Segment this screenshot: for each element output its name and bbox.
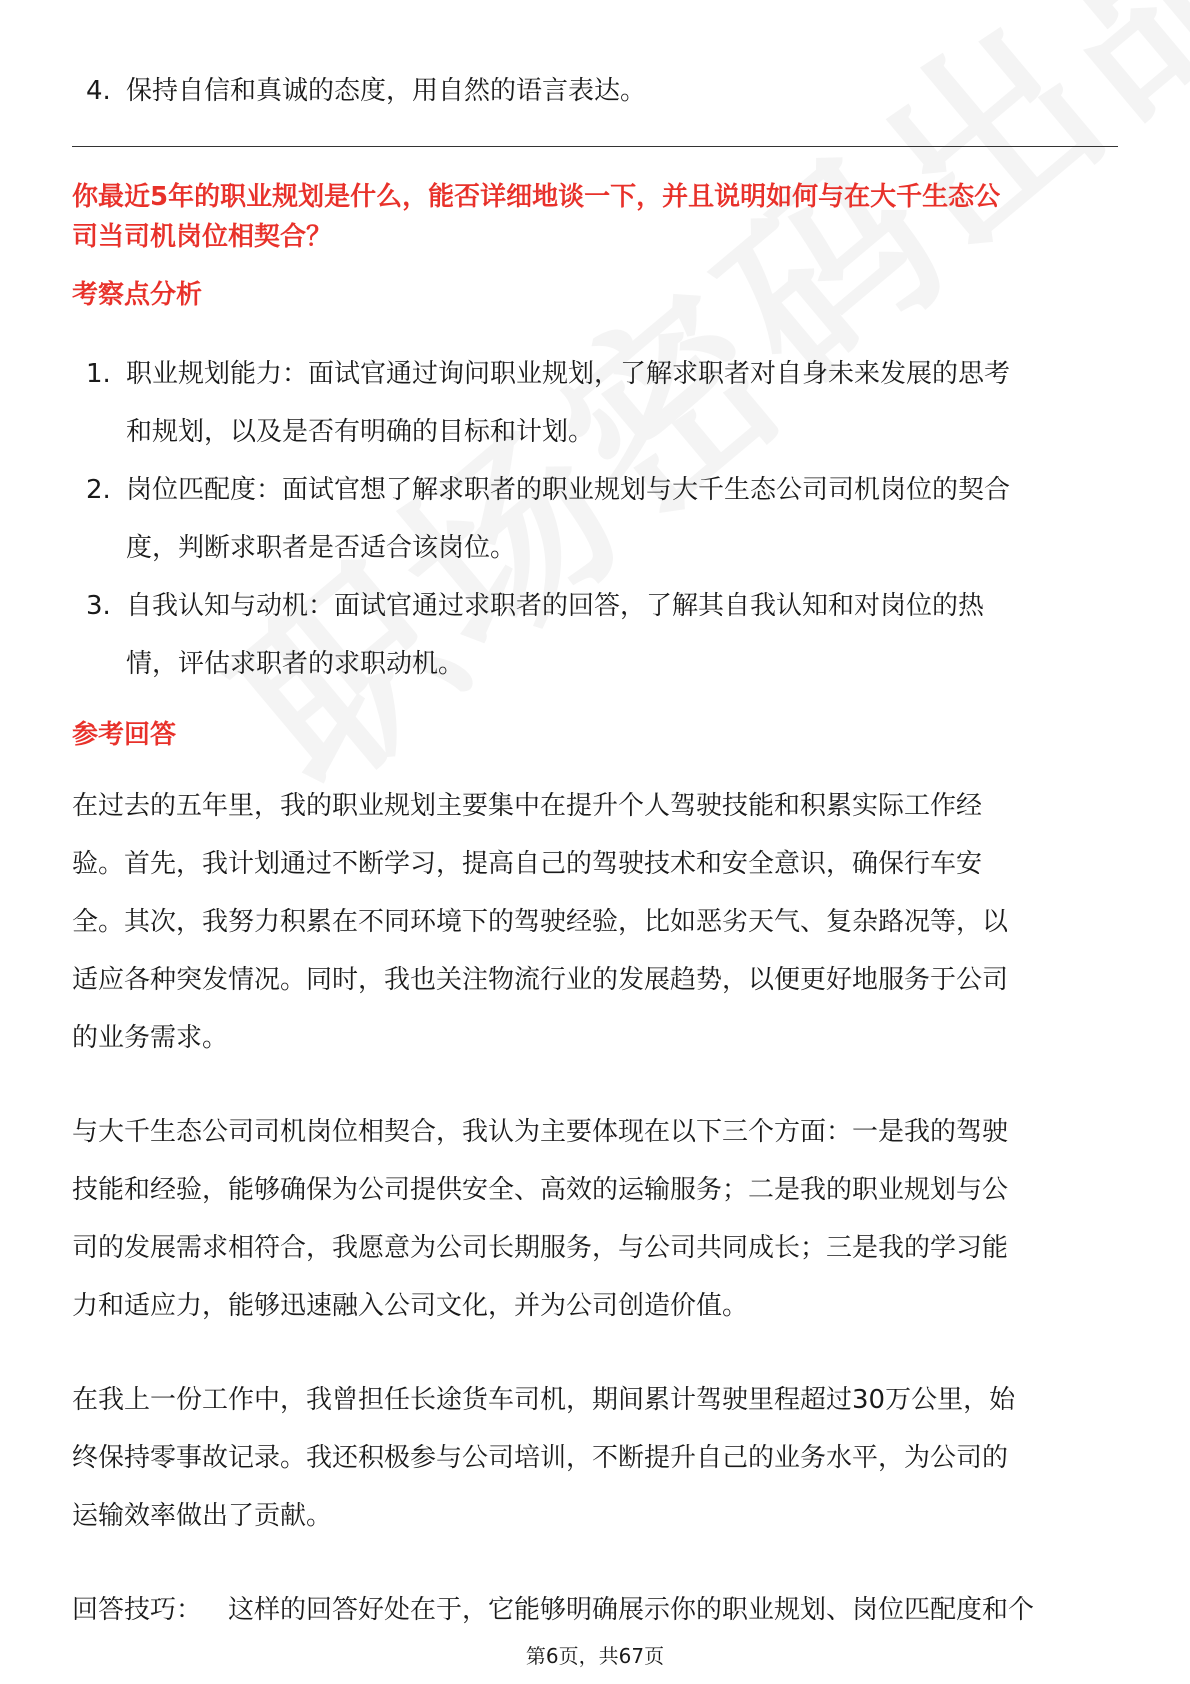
list-item — [72, 577, 1118, 693]
paragraph-line: 适应各种突发情况。同时，我也关注物流行业的发展趋势，以便更好地服务于公司 — [72, 965, 1009, 995]
list-item-number: 1. — [86, 359, 111, 389]
list-item-line: 和规划，以及是否有明确的目标和计划。 — [126, 417, 595, 447]
paragraph-line: 在过去的五年里，我的职业规划主要集中在提升个人驾驶技能和积累实际工作经 — [72, 791, 983, 821]
reference-paragraph — [72, 1371, 1118, 1545]
analysis-list — [72, 345, 1118, 693]
paragraph-line: 在我上一份工作中，我曾担任长途货车司机，期间累计驾驶里程超过30万公里，始 — [72, 1385, 1016, 1415]
paragraph-line: 终保持零事故记录。我还积极参与公司培训，不断提升自己的业务水平，为公司的 — [72, 1443, 1009, 1473]
paragraph-line: 全。其次，我努力积累在不同环境下的驾驶经验，比如恶劣天气、复杂路况等，以 — [72, 907, 1009, 937]
list-item-line: 度，判断求职者是否适合该岗位。 — [126, 533, 517, 563]
answer-tips — [72, 1581, 1118, 1639]
paragraph-line: 验。首先，我计划通过不断学习，提高自己的驾驶技术和安全意识，确保行车安 — [72, 849, 983, 879]
paragraph-line: 技能和经验，能够确保为公司提供安全、高效的运输服务；二是我的职业规划与公 — [72, 1175, 1009, 1205]
page-number-footer: 第6页，共67页 — [525, 1644, 665, 1668]
paragraph-line: 运输效率做出了贡献。 — [72, 1501, 333, 1531]
paragraph-line: 力和适应力，能够迅速融入公司文化，并为公司创造价值。 — [72, 1291, 749, 1321]
question-line: 你最近5年的职业规划是什么，能否详细地谈一下，并且说明如何与在大千生态公 — [72, 182, 1001, 212]
tips-label: 回答技巧： — [72, 1595, 203, 1625]
list-item-number: 4. — [86, 76, 111, 106]
list-item-line: 自我认知与动机：面试官通过求职者的回答，了解其自我认知和对岗位的热 — [126, 591, 985, 621]
list-item-text: 保持自信和真诚的态度，用自然的语言表达。 — [126, 76, 647, 106]
list-item — [72, 345, 1118, 461]
paragraph-line: 与大千生态公司司机岗位相契合，我认为主要体现在以下三个方面：一是我的驾驶 — [72, 1117, 1009, 1147]
reference-heading: 参考回答 — [72, 720, 177, 750]
list-item-line: 职业规划能力：面试官通过询问职业规划，了解求职者对自身未来发展的思考 — [126, 359, 1011, 389]
section-divider — [72, 146, 1118, 147]
list-item — [72, 461, 1118, 577]
reference-paragraph — [72, 1103, 1118, 1335]
reference-paragraph — [72, 777, 1118, 1067]
list-item-line: 情，评估求职者的求职动机。 — [126, 649, 465, 679]
page-content — [72, 78, 1118, 1639]
tips-text: 这样的回答好处在于，它能够明确展示你的职业规划、岗位匹配度和个 — [228, 1595, 1035, 1625]
list-item — [72, 78, 1118, 104]
analysis-heading: 考察点分析 — [72, 280, 203, 310]
question-line: 司当司机岗位相契合？ — [72, 222, 333, 252]
list-item-number: 3. — [86, 591, 111, 621]
list-item-line: 岗位匹配度：面试官想了解求职者的职业规划与大千生态公司司机岗位的契合 — [126, 475, 1011, 505]
list-item-number: 2. — [86, 475, 111, 505]
question-heading — [72, 177, 1118, 257]
paragraph-line: 的业务需求。 — [72, 1023, 229, 1053]
paragraph-line: 司的发展需求相符合，我愿意为公司长期服务，与公司共同成长；三是我的学习能 — [72, 1233, 1009, 1263]
